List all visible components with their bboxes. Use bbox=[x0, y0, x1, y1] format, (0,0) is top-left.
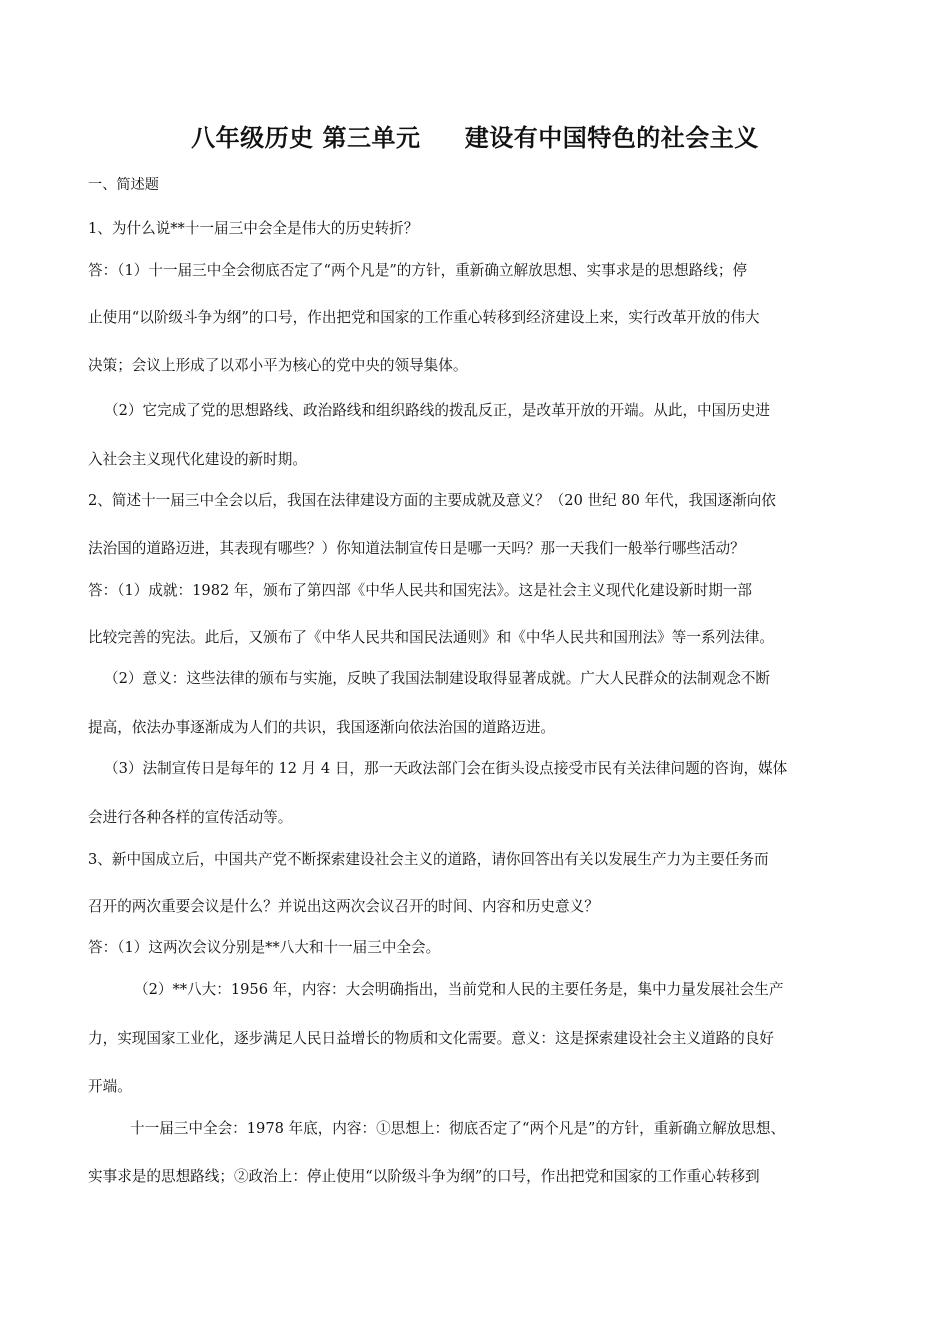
question-3: 3、新中国成立后，中国共产党不断探索建设社会主义的道路，请你回答出有关以发展生产力为主要任务而 bbox=[88, 851, 769, 868]
answer-line: 开端。 bbox=[88, 1078, 132, 1095]
answer-line: 入社会主义现代化建设的新时期。 bbox=[88, 451, 307, 468]
answer-line: 十一届三中全会：1978 年底，内容：①思想上：彻底否定了“两个凡是”的方针，重新确立解放思想、 bbox=[130, 1120, 786, 1137]
answer-line: 实事求是的思想路线；②政治上：停止使用“以阶级斗争为纲”的口号，作出把党和国家的工作重心转移到 bbox=[88, 1168, 760, 1185]
question-1: 1、为什么说**十一届三中会全是伟大的历史转折？ bbox=[88, 220, 419, 237]
document-title: 八年级历史 第三单元 建设有中国特色的社会主义 bbox=[191, 124, 759, 152]
answer-line: 提高，依法办事逐渐成为人们的共识，我国逐渐向依法治国的道路迈进。 bbox=[88, 719, 556, 736]
answer-line: （3）法制宣传日是每年的 12 月 4 日，那一天政法部门会在街头设点接受市民有关法律问题的咨询，媒体 bbox=[104, 760, 788, 777]
answer-line: 力，实现国家工业化，逐步满足人民日益增长的物质和文化需要。意义：这是探索建设社会主义道路的良好 bbox=[88, 1030, 774, 1047]
answer-line: 比较完善的宪法。此后，又颁布了《中华人民共和国民法通则》和《中华人民共和国刑法》等一系列法律。 bbox=[88, 629, 774, 646]
answer-line: （2）它完成了党的思想路线、政治路线和组织路线的拨乱反正，是改革开放的开端。从此，中国历史进 bbox=[104, 402, 771, 419]
answer-line: （2）意义：这些法律的颁布与实施，反映了我国法制建设取得显著成就。广大人民群众的法制观念不断 bbox=[104, 670, 771, 687]
answer-line: 会进行各种各样的宣传活动等。 bbox=[88, 809, 293, 826]
section-heading: 一、简述题 bbox=[88, 177, 159, 193]
answer-line: 答：（1）十一届三中全会彻底否定了“两个凡是”的方针，重新确立解放思想、实事求是的思想路线；停 bbox=[88, 262, 748, 279]
question-line: 法治国的道路迈进，其表现有哪些？）你知道法制宣传日是哪一天吗？那一天我们一般举行哪些活动？ bbox=[88, 540, 745, 557]
answer-line: 止使用“以阶级斗争为纲”的口号，作出把党和国家的工作重心转移到经济建设上来，实行改革开放的伟大 bbox=[88, 309, 760, 326]
question-2: 2、简述十一届三中全会以后，我国在法律建设方面的主要成就及意义？（20 世纪 80 年代，我国逐渐向依 bbox=[88, 492, 776, 509]
question-line: 召开的两次重要会议是什么？并说出这两次会议召开的时间、内容和历史意义？ bbox=[88, 898, 599, 915]
answer-line: 决策；会议上形成了以邓小平为核心的党中央的领导集体。 bbox=[88, 357, 468, 374]
answer-line: 答：（1）这两次会议分别是**八大和十一届三中全会。 bbox=[88, 939, 441, 956]
answer-line: 答：（1）成就：1982 年，颁布了第四部《中华人民共和国宪法》。这是社会主义现代化建设新时期一部 bbox=[88, 582, 752, 599]
answer-line: （2）**八大：1956 年，内容：大会明确指出，当前党和人民的主要任务是，集中力量发展社会生产 bbox=[134, 981, 784, 998]
